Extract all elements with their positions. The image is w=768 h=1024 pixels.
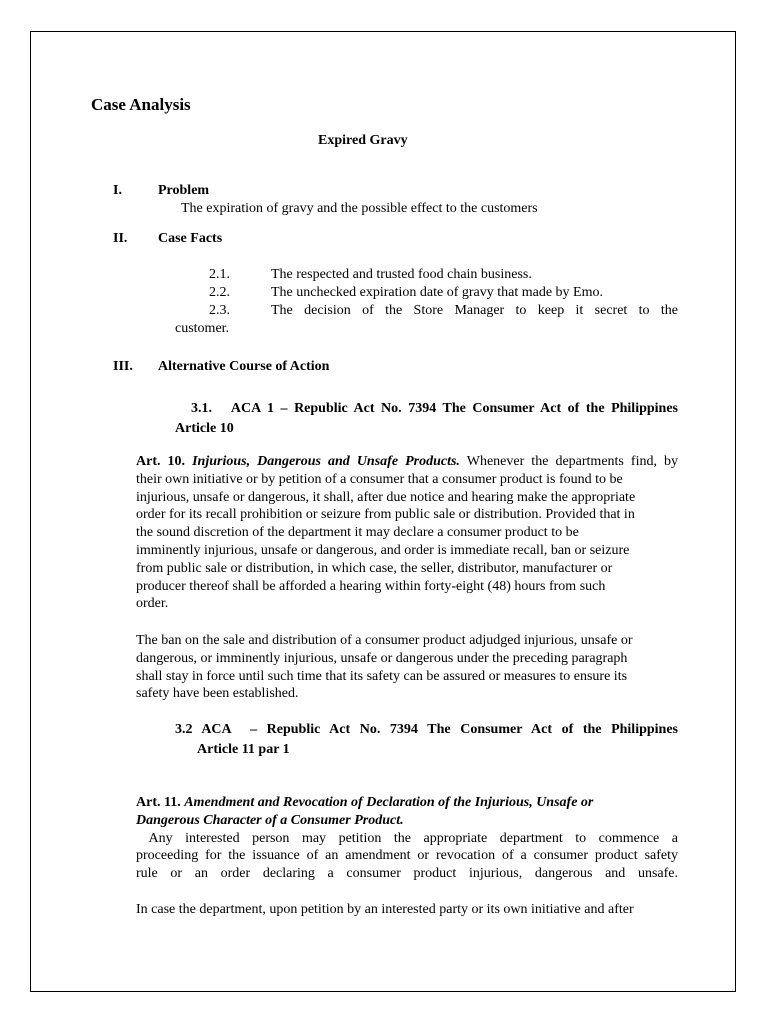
- article-10-line: order.: [136, 596, 169, 612]
- article-11-title-continued: Dangerous Character of a Consumer Product.: [136, 812, 404, 828]
- aca-2-heading: 3.2 ACA – Republic Act No. 7394 The Consumer Act of the Philippines: [175, 722, 678, 737]
- doc-title: Case Analysis: [91, 95, 191, 114]
- fact-number: 2.1.: [209, 267, 230, 282]
- article-10-line: order for its recall prohibition or seizure from public sale or distribution. Provided that in: [136, 507, 635, 523]
- final-paragraph-line: In case the department, upon petition by an interested party or its own initiative and after: [136, 902, 634, 917]
- article-11-title: Amendment and Revocation of Declaration of the Injurious, Unsafe or: [184, 795, 594, 810]
- section-2-number: II.: [113, 231, 128, 246]
- section-3-number: III.: [113, 359, 133, 374]
- section-3-heading: Alternative Course of Action: [158, 359, 330, 374]
- ban-paragraph-line: dangerous, or imminently injurious, unsafe or dangerous under the preceding paragraph: [136, 650, 628, 666]
- ban-paragraph-line: The ban on the sale and distribution of a consumer product adjudged injurious, unsafe or: [136, 633, 633, 648]
- fact-text-continued: customer.: [175, 321, 230, 336]
- section-1-number: I.: [113, 183, 122, 198]
- article-10-title: Injurious, Dangerous and Unsafe Products.: [192, 454, 460, 469]
- aca-2-subheading: Article 11 par 1: [197, 742, 290, 757]
- article-10-line: from public sale or distribution, in which case, the seller, distributor, manufacturer or: [136, 560, 613, 576]
- fact-text: The respected and trusted food chain business.: [271, 267, 532, 282]
- article-10-label: Art. 10.: [136, 454, 186, 469]
- section-2-heading: Case Facts: [158, 231, 223, 246]
- doc-subtitle: Expired Gravy: [318, 133, 408, 148]
- fact-number: 2.3.: [209, 303, 230, 318]
- ban-paragraph-line: safety have been established.: [136, 686, 299, 702]
- article-10-line: the sound discretion of the department it may declare a consumer product to be: [136, 525, 579, 541]
- aca-1-subheading: Article 10: [175, 421, 234, 436]
- article-11-paragraph: [136, 794, 678, 883]
- document-page: [30, 31, 736, 992]
- ban-paragraph: [136, 632, 678, 703]
- article-10-line: their own initiative or by petition of a consumer that a consumer product is found to be: [136, 471, 623, 487]
- fact-text: The decision of the Store Manager to keep it secret to the: [271, 303, 678, 318]
- article-11-line: Any interested person may petition the appropriate department to commence a: [136, 830, 679, 846]
- article-10-line: producer thereof shall be afforded a hearing within forty-eight (48) hours from such: [136, 578, 606, 594]
- article-10-paragraph: [136, 453, 678, 613]
- article-10-line: injurious, unsafe or dangerous, it shall, after due notice and hearing make the appropriate: [136, 489, 636, 505]
- section-1-text: The expiration of gravy and the possible effect to the customers: [181, 201, 538, 216]
- article-10-line: imminently injurious, unsafe or dangerous, and order is immediate recall, ban or seizure: [136, 542, 630, 558]
- fact-number: 2.2.: [209, 285, 230, 300]
- article-10-text: Whenever the departments find, by: [459, 454, 679, 469]
- aca-1-heading: 3.1. ACA 1 – Republic Act No. 7394 The Consumer Act of the Philippines: [191, 401, 678, 416]
- article-11-line: rule or an order declaring a consumer product injurious, dangerous and unsafe.: [136, 866, 678, 882]
- ban-paragraph-line: shall stay in force until such time that its safety can be assured or measures to ensure its: [136, 668, 628, 684]
- section-1-heading: Problem: [158, 183, 210, 198]
- fact-text: The unchecked expiration date of gravy that made by Emo.: [271, 285, 603, 300]
- article-11-label: Art. 11.: [136, 795, 181, 810]
- article-11-line: proceeding for the issuance of an amendment or revocation of a consumer product safety: [136, 848, 678, 864]
